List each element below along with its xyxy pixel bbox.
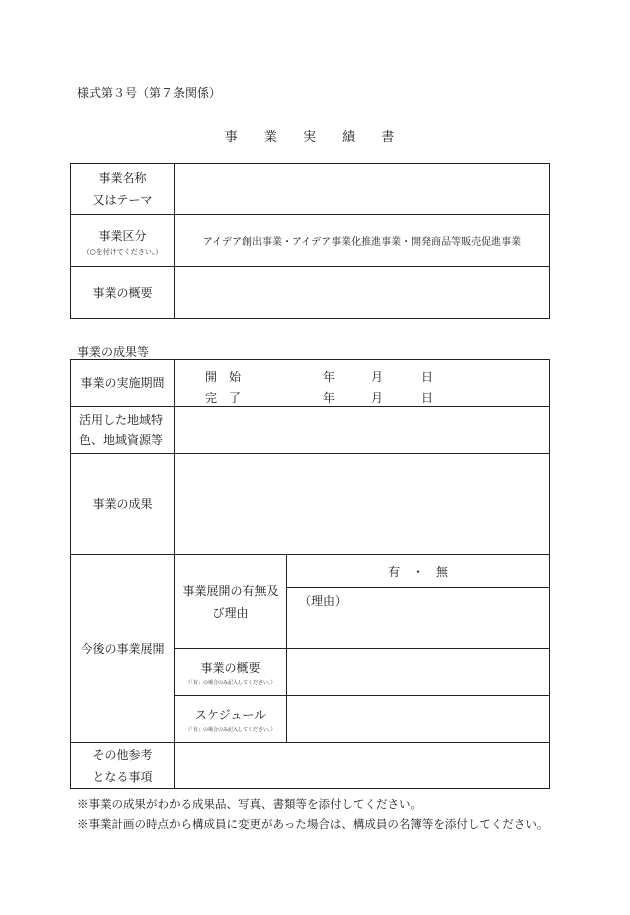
end-year-unit: 年 bbox=[323, 391, 336, 405]
project-category-note: （○を付けてください。） bbox=[82, 247, 163, 256]
period-label: 事業の実施期間 bbox=[71, 360, 175, 407]
project-name-label-line1: 事業名称 bbox=[98, 171, 147, 185]
form-number: 様式第３号（第７条関係） bbox=[77, 86, 222, 100]
start-day-unit: 日 bbox=[421, 370, 434, 384]
expansion-label-line1: 事業展開の有無及 bbox=[182, 583, 279, 598]
project-category-options[interactable]: アイデア創出事業・アイデア事業化推進事業・開発商品等販売促進事業 bbox=[175, 215, 550, 267]
project-name-value[interactable] bbox=[175, 164, 550, 215]
project-overview-label: 事業の概要 bbox=[71, 267, 175, 319]
project-info-table bbox=[70, 163, 550, 319]
future-overview-value[interactable] bbox=[287, 649, 550, 696]
regional-resources-label-line1: 活用した地域特 bbox=[79, 413, 164, 427]
schedule-label-text: スケジュール bbox=[194, 708, 267, 722]
results-label: 事業の成果 bbox=[71, 454, 175, 555]
project-results-table bbox=[70, 359, 550, 789]
future-overview-label-text: 事業の概要 bbox=[200, 661, 261, 675]
schedule-label bbox=[175, 696, 287, 743]
other-notes-label bbox=[71, 743, 175, 789]
other-notes-value[interactable] bbox=[175, 743, 550, 789]
project-category-label-text: 事業区分 bbox=[98, 228, 147, 243]
start-label: 開 始 bbox=[205, 370, 242, 384]
results-value[interactable] bbox=[175, 454, 550, 555]
end-day-unit: 日 bbox=[421, 391, 434, 405]
expansion-reason[interactable]: （理由） bbox=[287, 588, 550, 649]
expansion-yes-no[interactable]: 有 ・ 無 bbox=[287, 555, 550, 588]
project-name-label-line2: 又はテーマ bbox=[92, 193, 153, 207]
regional-resources-label bbox=[71, 407, 175, 454]
future-overview-note: （「有」の場合のみ記入してください。） bbox=[185, 680, 276, 686]
expansion-label bbox=[175, 555, 287, 649]
results-section-label: 事業の成果等 bbox=[77, 345, 150, 359]
other-notes-label-line2: となる事項 bbox=[92, 769, 153, 784]
regional-resources-label-line2: 色、地域資源等 bbox=[79, 433, 164, 447]
note-member-change: ※事業計画の時点から構成員に変更があった場合は、構成員の名簿等を添付してください。 bbox=[77, 817, 549, 831]
period-value bbox=[175, 360, 550, 407]
schedule-value[interactable] bbox=[287, 696, 550, 743]
start-year-unit: 年 bbox=[323, 370, 336, 384]
project-category-label bbox=[71, 215, 175, 267]
regional-resources-value[interactable] bbox=[175, 407, 550, 454]
schedule-note: （「有」の場合のみ記入してください。） bbox=[185, 727, 276, 733]
document-title: 事 業 実 績 書 bbox=[224, 130, 406, 145]
project-name-label bbox=[71, 164, 175, 215]
future-overview-label bbox=[175, 649, 287, 696]
project-overview-value[interactable] bbox=[175, 267, 550, 319]
end-month-unit: 月 bbox=[371, 391, 384, 405]
note-attachment: ※事業の成果がわかる成果品、写真、書類等を添付してください。 bbox=[77, 797, 422, 811]
expansion-label-line2: び理由 bbox=[212, 605, 249, 620]
other-notes-label-line1: その他参考 bbox=[92, 747, 153, 762]
start-month-unit: 月 bbox=[371, 370, 384, 384]
future-plan-label: 今後の事業展開 bbox=[71, 555, 175, 743]
end-label: 完 了 bbox=[205, 391, 242, 405]
